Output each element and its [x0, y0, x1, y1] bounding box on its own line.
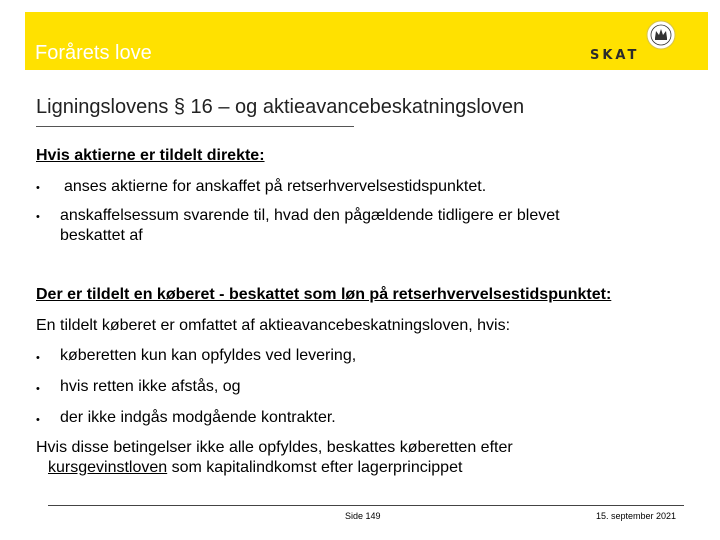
bullet-icon: • — [36, 182, 40, 194]
bullet-icon: • — [36, 211, 40, 223]
skat-logo: SKAT — [590, 48, 640, 63]
closing-text: Hvis disse betingelser ikke alle opfyldes, beskattes køberetten efter — [36, 439, 513, 456]
closing-text-rest: som kapitalindkomst efter lagerprincippet — [167, 459, 463, 476]
list-item: køberetten kun kan opfyldes ved levering, — [60, 347, 357, 364]
list-item-continuation: beskattet af — [60, 227, 143, 244]
slide-heading: Ligningslovens § 16 – og aktieavancebeskatningsloven — [36, 96, 525, 118]
section-title-direct: Hvis aktierne er tildelt direkte: — [36, 147, 265, 164]
list-item: hvis retten ikke afstås, og — [60, 378, 241, 395]
crown-emblem-icon — [646, 20, 676, 50]
list-item: anskaffelsessum svarende til, hvad den pågældende tidligere er blevet — [60, 207, 560, 224]
footer-divider — [48, 505, 684, 506]
bullet-icon: • — [36, 383, 40, 395]
footer-date: 15. september 2021 — [596, 511, 677, 521]
bullet-icon: • — [36, 414, 40, 426]
section-title-option: Der er tildelt en køberet - beskattet som løn på retserhvervelsestidspunktet: — [36, 286, 612, 303]
kursgevinstloven-link[interactable]: kursgevinstloven — [48, 459, 168, 476]
list-item: der ikke indgås modgående kontrakter. — [60, 409, 336, 426]
bullet-icon: • — [36, 352, 40, 364]
section-intro: En tildelt køberet er omfattet af aktieavancebeskatningsloven, hvis: — [36, 317, 511, 334]
list-item: anses aktierne for anskaffet på retserhvervelsestidspunktet. — [64, 178, 487, 195]
heading-underline — [36, 126, 354, 127]
presentation-title: Forårets love — [35, 42, 152, 64]
page-number: Side 149 — [345, 511, 381, 521]
closing-text-line2 — [48, 458, 462, 478]
